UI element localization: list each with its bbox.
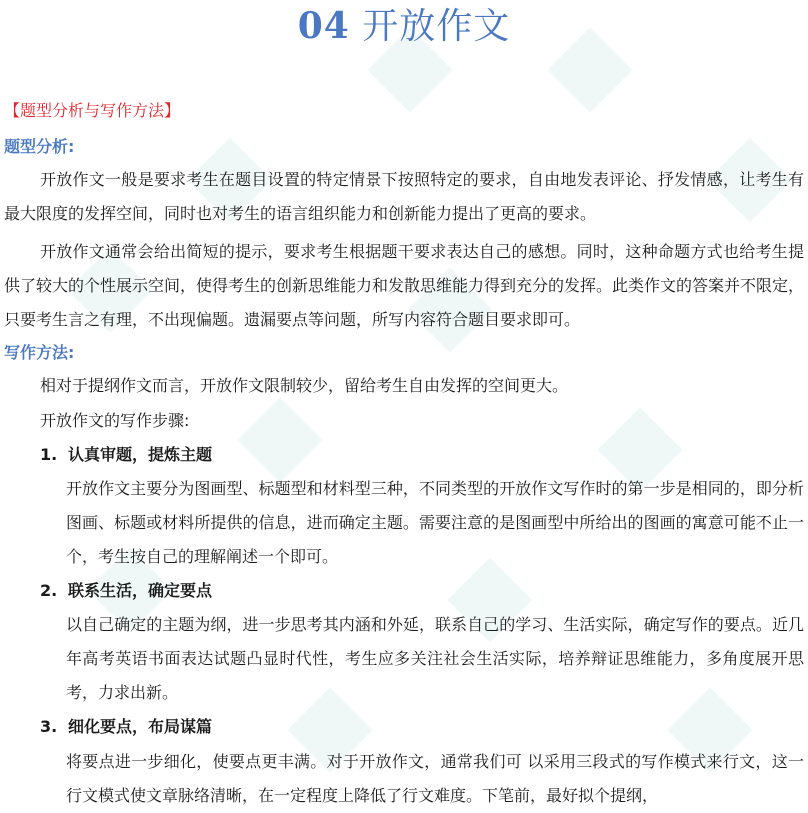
- step-2-title-text: 联系生活，确定要点: [68, 581, 213, 600]
- step-3-title: [40, 714, 212, 740]
- analysis-heading: 题型分析:: [4, 137, 75, 156]
- step-1-title: [40, 442, 212, 468]
- method-paragraph-2: 开放作文的写作步骤:: [40, 411, 190, 430]
- section-tag: 【题型分析与写作方法】: [4, 101, 181, 120]
- step-1-body: 开放作文主要分为图画型、标题型和材料型三种，不同类型的开放作文写作时的第一步是相同的，即分析图画、标题或材料所提供的信息，进而确定主题。需要注意的是图画型中所给出的图画的寓意可能不止一个，考生按自己的理解阐述一个即可。: [66, 479, 804, 566]
- method-heading: 写作方法:: [4, 343, 75, 362]
- step-3-title-text: 细化要点，布局谋篇: [68, 717, 213, 736]
- step-1-number: 1.: [40, 445, 58, 464]
- page-title: [0, 2, 808, 51]
- analysis-paragraph-1: 开放作文一般是要求考生在题目设置的特定情景下按照特定的要求，自由地发表评论、抒发情感，让考生有最大限度的发挥空间，同时也对考生的语言组织能力和创新能力提出了更高的要求。: [4, 170, 804, 223]
- step-1-title-text: 认真审题，提炼主题: [68, 445, 213, 464]
- step-3-body: 将要点进一步细化，使要点更丰满。对于开放作文，通常我们可 以采用三段式的写作模式来行文，这一行文模式使文章脉络清晰，在一定程度上降低了行文难度。下笔前，最好拟个提纲，: [66, 752, 804, 805]
- step-3-number: 3.: [40, 717, 58, 736]
- title-number: 04: [297, 5, 350, 47]
- step-2-number: 2.: [40, 581, 58, 600]
- analysis-paragraph-2: 开放作文通常会给出简短的提示，要求考生根据题干要求表达自己的感想。同时，这种命题方式也给考生提供了较大的个性展示空间，使得考生的创新思维能力和发散思维能力得到充分的发挥。此类作文的答案并不限定，只要考生言之有理，不出现偏题。遗漏要点等问题，所写内容符合题目要求即可。: [4, 242, 805, 329]
- title-text: 开放作文: [362, 6, 511, 47]
- step-2-body: 以自己确定的主题为纲，进一步思考其内涵和外延，联系自己的学习、生活实际，确定写作的要点。近几年高考英语书面表达试题凸显时代性，考生应多关注社会生活实际，培养辩证思维能力，多角度展开思考，力求出新。: [66, 615, 804, 702]
- method-paragraph-1: 相对于提纲作文而言，开放作文限制较少，留给考生自由发挥的空间更大。: [40, 376, 569, 395]
- step-2-title: [40, 578, 212, 604]
